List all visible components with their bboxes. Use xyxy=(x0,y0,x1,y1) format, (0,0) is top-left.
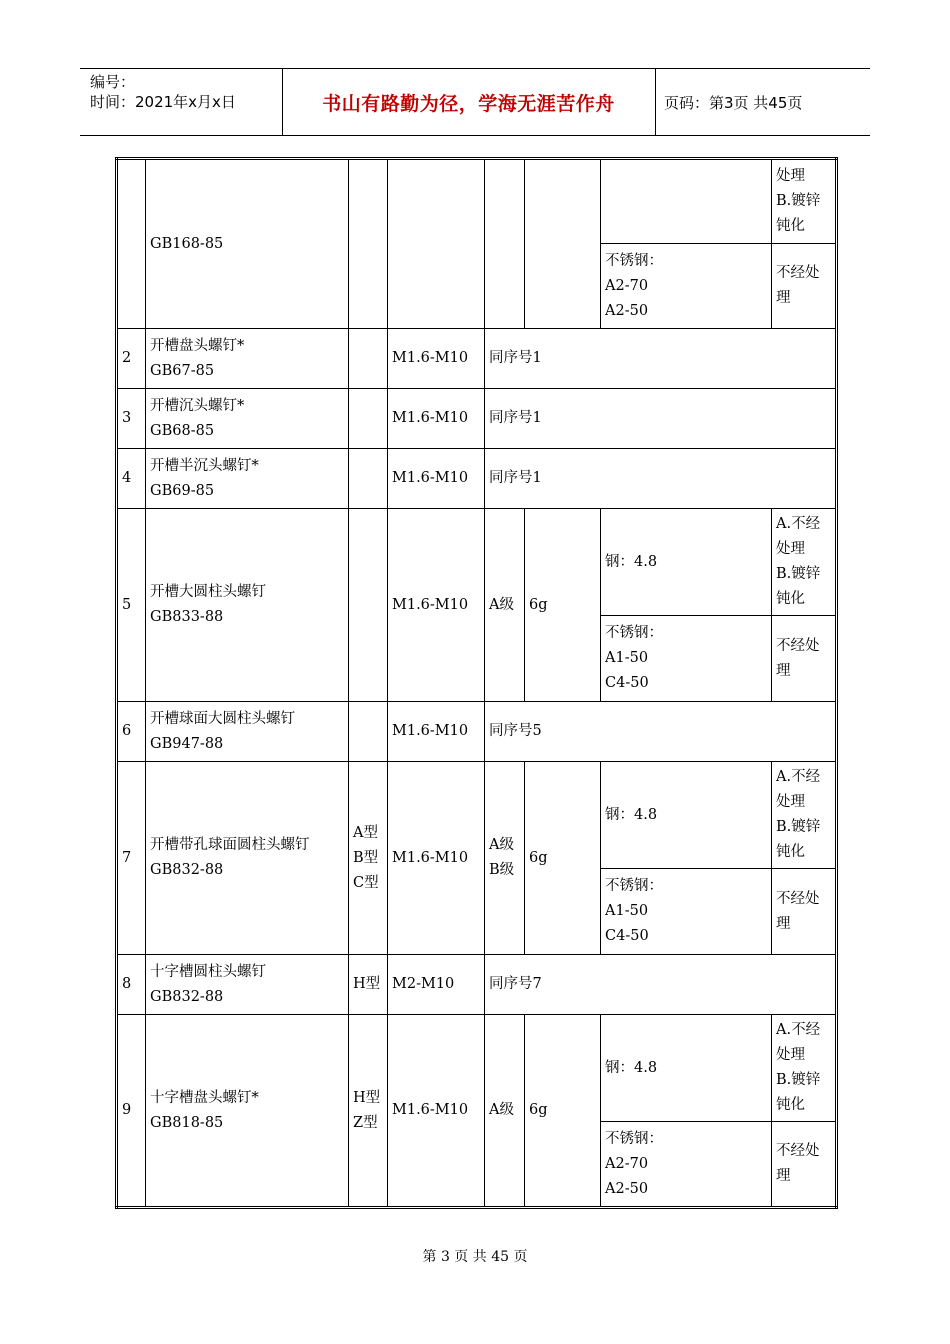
header-meta xyxy=(90,72,236,112)
stainless-finish-cell: 不经处理 xyxy=(772,244,837,329)
grade-cell: A级 xyxy=(485,509,525,702)
row-number: 9 xyxy=(117,1015,146,1208)
row-number: 8 xyxy=(117,955,146,1015)
product-name-cell: 开槽大圆柱头螺钉 GB833-88 xyxy=(146,509,349,702)
number-label: 编号： xyxy=(90,73,136,91)
steel-material-cell: 钢：4.8 xyxy=(601,509,772,616)
type-cell xyxy=(349,159,388,329)
product-name-cell: 开槽盘头螺钉* GB67-85 xyxy=(146,329,349,389)
tolerance-cell xyxy=(525,159,601,329)
screw-spec-table xyxy=(115,157,838,1209)
row-number: 3 xyxy=(117,389,146,449)
reference-cell: 同序号1 xyxy=(485,389,837,449)
header-page-info: 页码：第3页 共45页 xyxy=(664,93,803,112)
spec-cell: M1.6-M10 xyxy=(388,449,485,509)
product-name-cell: 十字槽圆柱头螺钉 GB832-88 xyxy=(146,955,349,1015)
spec-cell: M1.6-M10 xyxy=(388,762,485,955)
grade-cell: A级 xyxy=(485,1015,525,1208)
steel-material-cell: 钢：4.8 xyxy=(601,1015,772,1122)
row-number: 4 xyxy=(117,449,146,509)
spec-cell xyxy=(388,159,485,329)
type-cell xyxy=(349,449,388,509)
row-number: 5 xyxy=(117,509,146,702)
stainless-finish-cell: 不经处理 xyxy=(772,869,837,955)
type-cell: H型 Z型 xyxy=(349,1015,388,1208)
reference-cell: 同序号1 xyxy=(485,329,837,389)
type-cell xyxy=(349,389,388,449)
material-cell xyxy=(601,159,772,244)
standard-cell: GB168-85 xyxy=(146,159,349,329)
row-number: 7 xyxy=(117,762,146,955)
reference-cell: 同序号7 xyxy=(485,955,837,1015)
page-header xyxy=(80,68,870,136)
product-name-cell: 开槽球面大圆柱头螺钉 GB947-88 xyxy=(146,702,349,762)
product-name-cell: 开槽带孔球面圆柱头螺钉 GB832-88 xyxy=(146,762,349,955)
steel-finish-cell: A.不经 处理 B.镀锌 钝化 xyxy=(772,1015,837,1122)
stainless-finish-cell: 不经处理 xyxy=(772,616,837,702)
finish-cell: 处理 B.镀锌 钝化 xyxy=(772,159,837,244)
time-label: 时间：2021年x月x日 xyxy=(90,93,236,111)
tolerance-cell: 6g xyxy=(525,762,601,955)
tolerance-cell: 6g xyxy=(525,509,601,702)
type-cell xyxy=(349,702,388,762)
type-cell xyxy=(349,329,388,389)
reference-cell: 同序号5 xyxy=(485,702,837,762)
spec-cell: M1.6-M10 xyxy=(388,509,485,702)
grade-cell xyxy=(485,159,525,329)
spec-cell: M2-M10 xyxy=(388,955,485,1015)
header-motto: 书山有路勤为径，学海无涯苦作舟 xyxy=(322,92,615,115)
spec-cell: M1.6-M10 xyxy=(388,702,485,762)
grade-cell: A级 B级 xyxy=(485,762,525,955)
type-cell: A型 B型 C型 xyxy=(349,762,388,955)
reference-cell: 同序号1 xyxy=(485,449,837,509)
tolerance-cell: 6g xyxy=(525,1015,601,1208)
spec-cell: M1.6-M10 xyxy=(388,389,485,449)
stainless-material-cell: 不锈钢： A2-70 A2-50 xyxy=(601,1122,772,1208)
stainless-material-cell: 不锈钢： A2-70 A2-50 xyxy=(601,244,772,329)
type-cell: H型 xyxy=(349,955,388,1015)
stainless-material-cell: 不锈钢： A1-50 C4-50 xyxy=(601,616,772,702)
page-footer: 第 3 页 共 45 页 xyxy=(422,1249,528,1265)
spec-cell: M1.6-M10 xyxy=(388,329,485,389)
type-cell xyxy=(349,509,388,702)
product-name-cell: 开槽半沉头螺钉* GB69-85 xyxy=(146,449,349,509)
steel-material-cell: 钢：4.8 xyxy=(601,762,772,869)
steel-finish-cell: A.不经 处理 B.镀锌 钝化 xyxy=(772,762,837,869)
spec-cell: M1.6-M10 xyxy=(388,1015,485,1208)
row-number: 2 xyxy=(117,329,146,389)
row-number: 6 xyxy=(117,702,146,762)
steel-finish-cell: A.不经 处理 B.镀锌 钝化 xyxy=(772,509,837,616)
row-number xyxy=(117,159,146,329)
stainless-finish-cell: 不经处理 xyxy=(772,1122,837,1208)
product-name-cell: 开槽沉头螺钉* GB68-85 xyxy=(146,389,349,449)
product-name-cell: 十字槽盘头螺钉* GB818-85 xyxy=(146,1015,349,1208)
header-divider xyxy=(655,69,656,135)
stainless-material-cell: 不锈钢： A1-50 C4-50 xyxy=(601,869,772,955)
